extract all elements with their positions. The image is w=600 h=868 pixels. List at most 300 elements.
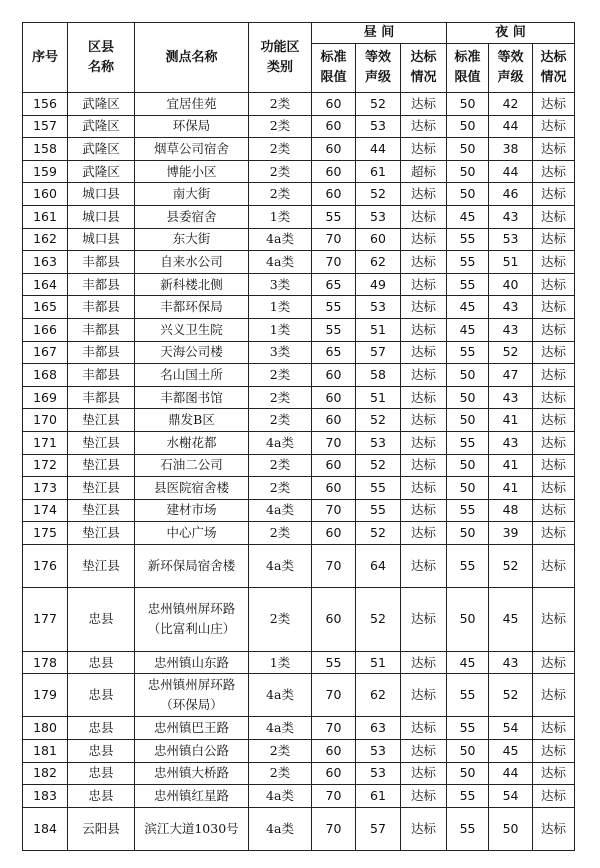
row-site: 宜居佳苑 [135, 93, 249, 116]
table-row [23, 674, 575, 717]
row-day-level: 61 [356, 160, 401, 183]
row-night-standard: 45 [447, 296, 489, 319]
row-number: 165 [23, 296, 68, 319]
row-night-standard: 50 [447, 587, 489, 651]
row-county: 垫江县 [68, 409, 135, 432]
row-night-level: 54 [489, 785, 533, 808]
row-category: 2类 [249, 93, 312, 116]
header-day-level-text: 等效声级 [364, 50, 391, 85]
header-category [249, 23, 312, 93]
row-day-status: 达标 [401, 364, 447, 387]
row-night-status: 达标 [533, 674, 575, 717]
row-day-standard: 60 [312, 477, 356, 500]
row-day-standard: 60 [312, 160, 356, 183]
row-site: 兴义卫生院 [135, 318, 249, 341]
row-night-standard: 50 [447, 138, 489, 161]
row-county: 忠县 [68, 717, 135, 740]
row-site: 忠州镇州屏环路（比富利山庄） [135, 587, 249, 651]
noise-monitoring-table [22, 22, 575, 851]
row-county: 垫江县 [68, 522, 135, 545]
row-day-standard: 70 [312, 717, 356, 740]
row-night-standard: 50 [447, 93, 489, 116]
row-day-standard: 70 [312, 807, 356, 850]
row-day-standard: 70 [312, 499, 356, 522]
row-night-status: 达标 [533, 251, 575, 274]
row-number: 163 [23, 251, 68, 274]
row-category: 2类 [249, 477, 312, 500]
row-site: 忠州镇巴王路 [135, 717, 249, 740]
row-night-level: 52 [489, 341, 533, 364]
row-number: 174 [23, 499, 68, 522]
row-night-status: 达标 [533, 115, 575, 138]
row-day-level: 53 [356, 115, 401, 138]
header-night-level [489, 44, 533, 93]
header-county-text: 区县名称 [87, 39, 114, 75]
row-category: 2类 [249, 522, 312, 545]
table-row [23, 544, 575, 587]
row-number: 166 [23, 318, 68, 341]
row-day-standard: 60 [312, 183, 356, 206]
header-county [68, 23, 135, 93]
table-row [23, 740, 575, 763]
row-day-level: 53 [356, 762, 401, 785]
row-night-status: 达标 [533, 364, 575, 387]
header-day-level [356, 44, 401, 93]
row-day-standard: 55 [312, 296, 356, 319]
row-day-status: 达标 [401, 544, 447, 587]
row-category: 4a类 [249, 785, 312, 808]
row-site: 水榭花都 [135, 431, 249, 454]
row-night-standard: 55 [447, 717, 489, 740]
row-category: 2类 [249, 138, 312, 161]
row-night-level: 38 [489, 138, 533, 161]
row-night-status: 达标 [533, 762, 575, 785]
row-night-level: 54 [489, 717, 533, 740]
row-category: 4a类 [249, 544, 312, 587]
row-category: 2类 [249, 364, 312, 387]
row-category: 2类 [249, 183, 312, 206]
row-night-standard: 55 [447, 228, 489, 251]
row-number: 173 [23, 477, 68, 500]
header-no: 序号 [23, 23, 68, 93]
header-day-status-text: 达标情况 [410, 50, 437, 85]
row-night-status: 达标 [533, 341, 575, 364]
table-row [23, 251, 575, 274]
row-site: 烟草公司宿舍 [135, 138, 249, 161]
table-row [23, 651, 575, 674]
row-night-status: 达标 [533, 386, 575, 409]
row-county: 忠县 [68, 651, 135, 674]
row-day-status: 达标 [401, 674, 447, 717]
row-day-level: 61 [356, 785, 401, 808]
row-number: 164 [23, 273, 68, 296]
row-day-status: 达标 [401, 183, 447, 206]
row-day-level: 52 [356, 587, 401, 651]
row-category: 2类 [249, 454, 312, 477]
table-row [23, 785, 575, 808]
table-row [23, 364, 575, 387]
row-county: 丰都县 [68, 318, 135, 341]
row-night-status: 达标 [533, 587, 575, 651]
header-night-level-text: 等效声级 [497, 50, 524, 85]
row-day-status: 达标 [401, 251, 447, 274]
row-number: 178 [23, 651, 68, 674]
row-day-level: 44 [356, 138, 401, 161]
row-night-level: 44 [489, 160, 533, 183]
row-number: 182 [23, 762, 68, 785]
row-night-standard: 55 [447, 251, 489, 274]
row-night-status: 达标 [533, 522, 575, 545]
row-number: 160 [23, 183, 68, 206]
row-site: 环保局 [135, 115, 249, 138]
row-day-standard: 60 [312, 740, 356, 763]
row-night-standard: 50 [447, 522, 489, 545]
row-day-standard: 60 [312, 762, 356, 785]
row-category: 1类 [249, 296, 312, 319]
row-county: 武隆区 [68, 115, 135, 138]
row-day-status: 达标 [401, 651, 447, 674]
row-number: 159 [23, 160, 68, 183]
row-category: 4a类 [249, 807, 312, 850]
table-row [23, 454, 575, 477]
row-day-standard: 60 [312, 115, 356, 138]
row-site: 丰都环保局 [135, 296, 249, 319]
row-county: 丰都县 [68, 251, 135, 274]
row-county: 垫江县 [68, 431, 135, 454]
row-category: 1类 [249, 318, 312, 341]
row-county: 武隆区 [68, 160, 135, 183]
row-day-status: 达标 [401, 785, 447, 808]
row-site: 鼎发B区 [135, 409, 249, 432]
row-night-standard: 45 [447, 205, 489, 228]
row-site: 忠州镇州屏环路（环保局） [135, 674, 249, 717]
row-number: 177 [23, 587, 68, 651]
row-site: 丰都图书馆 [135, 386, 249, 409]
row-night-standard: 50 [447, 477, 489, 500]
row-day-standard: 60 [312, 93, 356, 116]
row-day-status: 达标 [401, 717, 447, 740]
row-day-status: 达标 [401, 409, 447, 432]
row-day-standard: 60 [312, 386, 356, 409]
row-day-standard: 70 [312, 785, 356, 808]
row-day-level: 49 [356, 273, 401, 296]
row-night-status: 达标 [533, 454, 575, 477]
row-number: 176 [23, 544, 68, 587]
row-night-standard: 50 [447, 115, 489, 138]
row-county: 云阳县 [68, 807, 135, 850]
row-night-status: 达标 [533, 740, 575, 763]
row-night-standard: 50 [447, 740, 489, 763]
row-site: 自来水公司 [135, 251, 249, 274]
row-number: 171 [23, 431, 68, 454]
row-day-standard: 60 [312, 409, 356, 432]
header-category-text: 功能区类别 [260, 39, 300, 75]
row-night-level: 48 [489, 499, 533, 522]
row-night-status: 达标 [533, 183, 575, 206]
row-night-standard: 55 [447, 785, 489, 808]
row-night-standard: 50 [447, 762, 489, 785]
table-row [23, 205, 575, 228]
row-site: 建材市场 [135, 499, 249, 522]
row-night-level: 45 [489, 740, 533, 763]
row-site: 新科楼北侧 [135, 273, 249, 296]
row-night-level: 46 [489, 183, 533, 206]
row-night-status: 达标 [533, 138, 575, 161]
row-number: 183 [23, 785, 68, 808]
row-day-level: 62 [356, 251, 401, 274]
row-category: 2类 [249, 409, 312, 432]
row-day-level: 51 [356, 386, 401, 409]
row-day-standard: 60 [312, 522, 356, 545]
table-row [23, 386, 575, 409]
row-category: 3类 [249, 341, 312, 364]
row-night-status: 达标 [533, 205, 575, 228]
row-county: 垫江县 [68, 544, 135, 587]
row-number: 184 [23, 807, 68, 850]
row-night-status: 达标 [533, 93, 575, 116]
row-county: 武隆区 [68, 93, 135, 116]
row-night-level: 43 [489, 651, 533, 674]
row-site: 博能小区 [135, 160, 249, 183]
row-night-level: 44 [489, 762, 533, 785]
row-number: 157 [23, 115, 68, 138]
row-number: 167 [23, 341, 68, 364]
row-day-status: 达标 [401, 138, 447, 161]
row-number: 170 [23, 409, 68, 432]
header-night-standard-text: 标准限值 [454, 50, 481, 85]
table-row [23, 431, 575, 454]
row-day-standard: 70 [312, 251, 356, 274]
row-day-standard: 60 [312, 364, 356, 387]
row-site: 滨江大道1030号 [135, 807, 249, 850]
row-night-standard: 55 [447, 807, 489, 850]
header-day-status [401, 44, 447, 93]
table-row [23, 522, 575, 545]
row-category: 4a类 [249, 251, 312, 274]
row-category: 4a类 [249, 717, 312, 740]
row-day-standard: 65 [312, 273, 356, 296]
row-day-standard: 70 [312, 674, 356, 717]
row-night-standard: 55 [447, 544, 489, 587]
row-day-standard: 70 [312, 544, 356, 587]
row-county: 垫江县 [68, 499, 135, 522]
row-day-status: 达标 [401, 318, 447, 341]
table-row [23, 499, 575, 522]
row-day-status: 达标 [401, 273, 447, 296]
row-day-status: 达标 [401, 228, 447, 251]
row-county: 忠县 [68, 785, 135, 808]
table-row [23, 587, 575, 651]
row-night-standard: 50 [447, 454, 489, 477]
row-night-standard: 45 [447, 318, 489, 341]
row-night-status: 达标 [533, 807, 575, 850]
row-night-status: 达标 [533, 477, 575, 500]
row-night-status: 达标 [533, 544, 575, 587]
row-number: 169 [23, 386, 68, 409]
table-row [23, 93, 575, 116]
row-category: 2类 [249, 740, 312, 763]
row-day-level: 52 [356, 522, 401, 545]
table-row [23, 341, 575, 364]
row-county: 忠县 [68, 740, 135, 763]
row-night-level: 40 [489, 273, 533, 296]
row-day-status: 达标 [401, 431, 447, 454]
table-row [23, 273, 575, 296]
row-night-level: 43 [489, 431, 533, 454]
row-county: 丰都县 [68, 364, 135, 387]
row-number: 158 [23, 138, 68, 161]
table-row [23, 115, 575, 138]
row-number: 179 [23, 674, 68, 717]
row-day-level: 62 [356, 674, 401, 717]
row-day-status: 达标 [401, 522, 447, 545]
header-night: 夜 间 [447, 23, 575, 44]
row-county: 忠县 [68, 762, 135, 785]
row-day-status: 达标 [401, 205, 447, 228]
row-day-level: 52 [356, 409, 401, 432]
row-number: 181 [23, 740, 68, 763]
row-county: 丰都县 [68, 386, 135, 409]
row-site: 石油二公司 [135, 454, 249, 477]
table-row [23, 296, 575, 319]
header-day: 昼 间 [312, 23, 447, 44]
row-site: 中心广场 [135, 522, 249, 545]
row-site: 名山国土所 [135, 364, 249, 387]
row-night-standard: 55 [447, 431, 489, 454]
row-county: 忠县 [68, 674, 135, 717]
table-row [23, 409, 575, 432]
row-day-level: 52 [356, 183, 401, 206]
row-night-level: 51 [489, 251, 533, 274]
row-day-standard: 60 [312, 587, 356, 651]
row-county: 城口县 [68, 228, 135, 251]
row-day-standard: 55 [312, 205, 356, 228]
row-night-level: 47 [489, 364, 533, 387]
row-number: 172 [23, 454, 68, 477]
row-night-status: 达标 [533, 273, 575, 296]
table-row [23, 228, 575, 251]
row-number: 168 [23, 364, 68, 387]
row-night-level: 41 [489, 409, 533, 432]
row-night-standard: 50 [447, 386, 489, 409]
table-row [23, 318, 575, 341]
row-site: 忠州镇大桥路 [135, 762, 249, 785]
row-category: 4a类 [249, 228, 312, 251]
row-day-status: 达标 [401, 341, 447, 364]
row-night-level: 39 [489, 522, 533, 545]
row-day-level: 51 [356, 318, 401, 341]
row-night-standard: 50 [447, 364, 489, 387]
row-county: 丰都县 [68, 296, 135, 319]
row-day-level: 52 [356, 93, 401, 116]
row-day-level: 57 [356, 341, 401, 364]
row-night-standard: 45 [447, 651, 489, 674]
row-night-status: 达标 [533, 785, 575, 808]
row-day-level: 52 [356, 454, 401, 477]
row-night-level: 52 [489, 674, 533, 717]
row-night-status: 达标 [533, 651, 575, 674]
row-day-level: 53 [356, 431, 401, 454]
row-category: 4a类 [249, 499, 312, 522]
row-day-status: 达标 [401, 93, 447, 116]
row-day-standard: 55 [312, 318, 356, 341]
row-night-level: 52 [489, 544, 533, 587]
row-night-status: 达标 [533, 499, 575, 522]
row-night-standard: 50 [447, 409, 489, 432]
table-body [23, 93, 575, 851]
row-night-status: 达标 [533, 431, 575, 454]
row-night-level: 44 [489, 115, 533, 138]
row-day-status: 达标 [401, 454, 447, 477]
table-row [23, 762, 575, 785]
row-day-level: 63 [356, 717, 401, 740]
row-day-status: 达标 [401, 296, 447, 319]
row-county: 武隆区 [68, 138, 135, 161]
row-day-standard: 55 [312, 651, 356, 674]
row-site: 新环保局宿舍楼 [135, 544, 249, 587]
row-day-level: 57 [356, 807, 401, 850]
row-category: 3类 [249, 273, 312, 296]
row-day-status: 达标 [401, 115, 447, 138]
row-night-standard: 55 [447, 674, 489, 717]
table-row [23, 477, 575, 500]
row-county: 城口县 [68, 183, 135, 206]
row-night-level: 43 [489, 318, 533, 341]
row-category: 4a类 [249, 674, 312, 717]
row-site: 忠州镇山东路 [135, 651, 249, 674]
row-night-status: 达标 [533, 717, 575, 740]
row-county: 垫江县 [68, 454, 135, 477]
row-site: 东大街 [135, 228, 249, 251]
row-night-level: 41 [489, 477, 533, 500]
row-day-level: 58 [356, 364, 401, 387]
row-night-status: 达标 [533, 409, 575, 432]
row-day-status: 达标 [401, 499, 447, 522]
row-category: 2类 [249, 115, 312, 138]
table-row [23, 807, 575, 850]
row-county: 忠县 [68, 587, 135, 651]
row-number: 175 [23, 522, 68, 545]
row-site: 天海公司楼 [135, 341, 249, 364]
row-day-standard: 60 [312, 454, 356, 477]
row-day-standard: 65 [312, 341, 356, 364]
row-county: 城口县 [68, 205, 135, 228]
header-night-status [533, 44, 575, 93]
row-day-level: 55 [356, 477, 401, 500]
header-day-standard [312, 44, 356, 93]
row-night-level: 42 [489, 93, 533, 116]
row-site: 忠州镇红星路 [135, 785, 249, 808]
row-category: 2类 [249, 762, 312, 785]
row-day-status: 达标 [401, 587, 447, 651]
row-night-status: 达标 [533, 296, 575, 319]
row-day-standard: 70 [312, 228, 356, 251]
header-day-standard-text: 标准限值 [320, 50, 347, 85]
header-night-standard [447, 44, 489, 93]
row-night-standard: 55 [447, 273, 489, 296]
row-night-standard: 50 [447, 183, 489, 206]
table-row [23, 160, 575, 183]
row-county: 丰都县 [68, 273, 135, 296]
row-day-level: 60 [356, 228, 401, 251]
row-site: 县医院宿舍楼 [135, 477, 249, 500]
row-night-standard: 55 [447, 341, 489, 364]
row-category: 1类 [249, 651, 312, 674]
row-day-level: 55 [356, 499, 401, 522]
row-day-level: 53 [356, 296, 401, 319]
row-night-level: 43 [489, 205, 533, 228]
row-site: 县委宿舍 [135, 205, 249, 228]
